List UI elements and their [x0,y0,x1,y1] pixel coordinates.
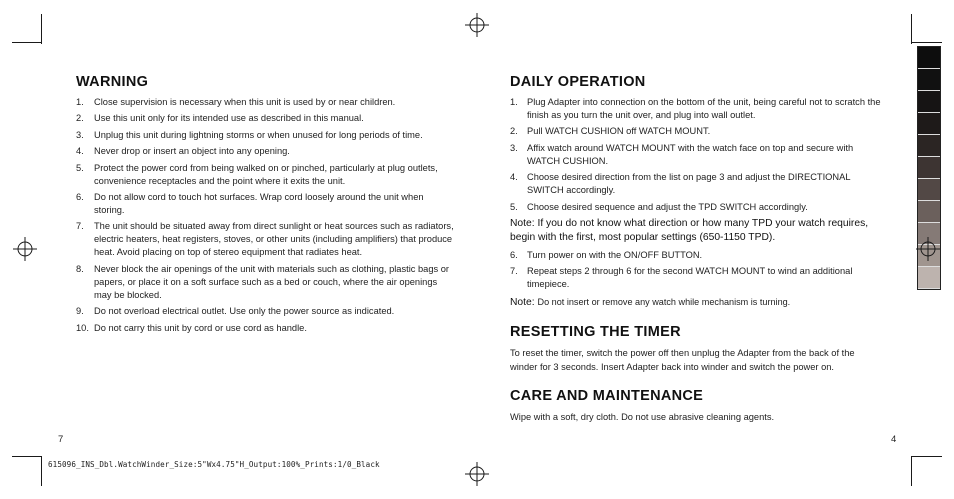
item-text: Pull WATCH CUSHION off WATCH MOUNT. [527,126,711,137]
instructions-column [510,74,882,424]
item-text: Turn power on with the ON/OFF BUTTON. [527,249,703,260]
item-number: 1. [76,97,84,107]
warning-list [76,96,456,335]
list-item [76,191,456,217]
resetting-text: To reset the timer, switch the power off then unplug the Adapter from the back of the winder for 3 seconds. Insert Adapter back into winder and switch the power on. [510,348,855,373]
registration-mark-top-icon [465,13,489,37]
item-text: Unplug this unit during lightning storms or when unused for long periods of time. [94,129,423,140]
tpd-note: Note: If you do not know what direction or how many TPD your watch requires, begin with the first, most popular settings (650-1150 TPD). [510,217,869,243]
list-item [76,263,456,302]
care-text: Wipe with a soft, dry cloth. Do not use abrasive cleaning agents. [510,412,775,423]
item-text: Plug Adapter into connection on the bottom of the unit, being careful not to scratch the finish as you turn the unit over, and plug into wall outlet. [527,97,881,120]
color-swatch [918,179,940,201]
color-swatch [918,47,940,69]
daily-operation-list [510,96,882,214]
item-text: Choose desired sequence and adjust the TPD SWITCH accordingly. [527,201,808,212]
crop-mark-top-left-h [12,42,42,43]
item-number: 4. [76,146,84,157]
list-item [510,201,882,214]
item-text: Choose desired direction from the list on page 3 and adjust the DIRECTIONAL SWITCH accordingly. [527,172,851,196]
daily-operation-heading: DAILY OPERATION [510,74,646,90]
registration-mark-right-icon [916,237,940,261]
item-number: 5. [510,201,518,212]
mechanism-note [510,295,882,310]
registration-mark-bottom-icon [465,462,489,486]
color-swatch [918,91,940,113]
item-text: Repeat steps 2 through 6 for the second WATCH MOUNT to wind an additional timepiece. [527,266,853,290]
crop-mark-bottom-right [911,456,912,486]
item-text: Close supervision is necessary when this unit is used by or near children. [94,97,396,107]
note-body: Do not insert or remove any watch while mechanism is turning. [537,297,791,308]
item-text: Affix watch around WATCH MOUNT with the watch face on top and secure with WATCH CUSHION. [527,142,854,166]
item-text: The unit should be situated away from direct sunlight or heat sources such as radiators, electric heaters, heat registers, stoves, or other units (including amplifiers) that produce heat. Avoid placing on top of stereo equipment that radiates heat. [94,221,454,258]
item-number: 8. [76,263,84,274]
care-section [510,388,882,424]
list-item [76,145,456,158]
item-number: 9. [76,306,84,317]
item-number: 3. [510,142,518,153]
color-swatch [918,135,940,157]
page-number-left: 7 [58,434,64,445]
item-number: 3. [76,129,84,140]
item-number: 10. [76,322,89,333]
item-number: 4. [510,172,518,183]
item-number: 7. [510,266,518,277]
item-text: Use this unit only for its intended use as described in this manual. [94,113,364,124]
resetting-section [510,324,882,374]
list-item [510,96,882,122]
color-swatch [918,113,940,135]
list-item [76,162,456,188]
crop-mark-bottom-left [41,456,42,486]
item-number: 5. [76,162,84,173]
item-number: 6. [510,249,518,260]
daily-operation-section [510,74,882,310]
list-item [76,129,456,142]
warning-section [76,74,456,338]
color-swatch [918,157,940,179]
item-number: 2. [510,126,518,137]
care-heading: CARE AND MAINTENANCE [510,388,704,405]
crop-mark-top-left [41,14,42,44]
color-swatch [918,201,940,223]
resetting-heading: RESETTING THE TIMER [510,324,681,341]
list-item [510,265,882,291]
crop-mark-bottom-right-h [912,456,942,457]
daily-operation-list-continued [510,249,882,291]
page-number-right: 4 [891,434,897,445]
list-item [510,125,882,138]
list-item [510,171,882,197]
item-number: 7. [76,221,84,232]
note-label: Note: [510,297,535,309]
item-number: 6. [76,191,84,202]
item-text: Never block the air openings of the unit with materials such as clothing, plastic bags or papers, or place it on a soft surface such as a bed or couch, where the air openings may be blocked. [94,263,450,300]
color-swatch [918,267,940,289]
item-text: Do not overload electrical outlet. Use only the power source as indicated. [94,306,395,317]
list-item [76,305,456,318]
warning-heading: WARNING [76,74,149,90]
item-text: Never drop or insert an object into any opening. [94,146,290,157]
list-item [76,96,456,109]
item-text: Protect the power cord from being walked on or pinched, particularly at plug outlets, convenience receptacles and the point where it exits the unit. [94,162,438,186]
print-slug: 615096_INS_Dbl.WatchWinder_Size:5"Wx4.75"H_Output:100%_Prints:1/0_Black [48,460,380,469]
item-text: Do not allow cord to touch hot surfaces. Wrap cord loosely around the unit when storing. [94,191,424,215]
list-item [76,112,456,125]
color-swatch [918,69,940,91]
list-item [510,249,882,262]
crop-mark-top-right-h [912,42,942,43]
item-number: 2. [76,113,84,124]
list-item [76,322,456,335]
list-item [76,220,456,259]
crop-mark-top-right [911,14,912,44]
registration-mark-left-icon [13,237,37,261]
list-item [510,142,882,168]
item-number: 1. [510,97,518,107]
crop-mark-bottom-left-h [12,456,42,457]
item-text: Do not carry this unit by cord or use cord as handle. [94,322,307,333]
